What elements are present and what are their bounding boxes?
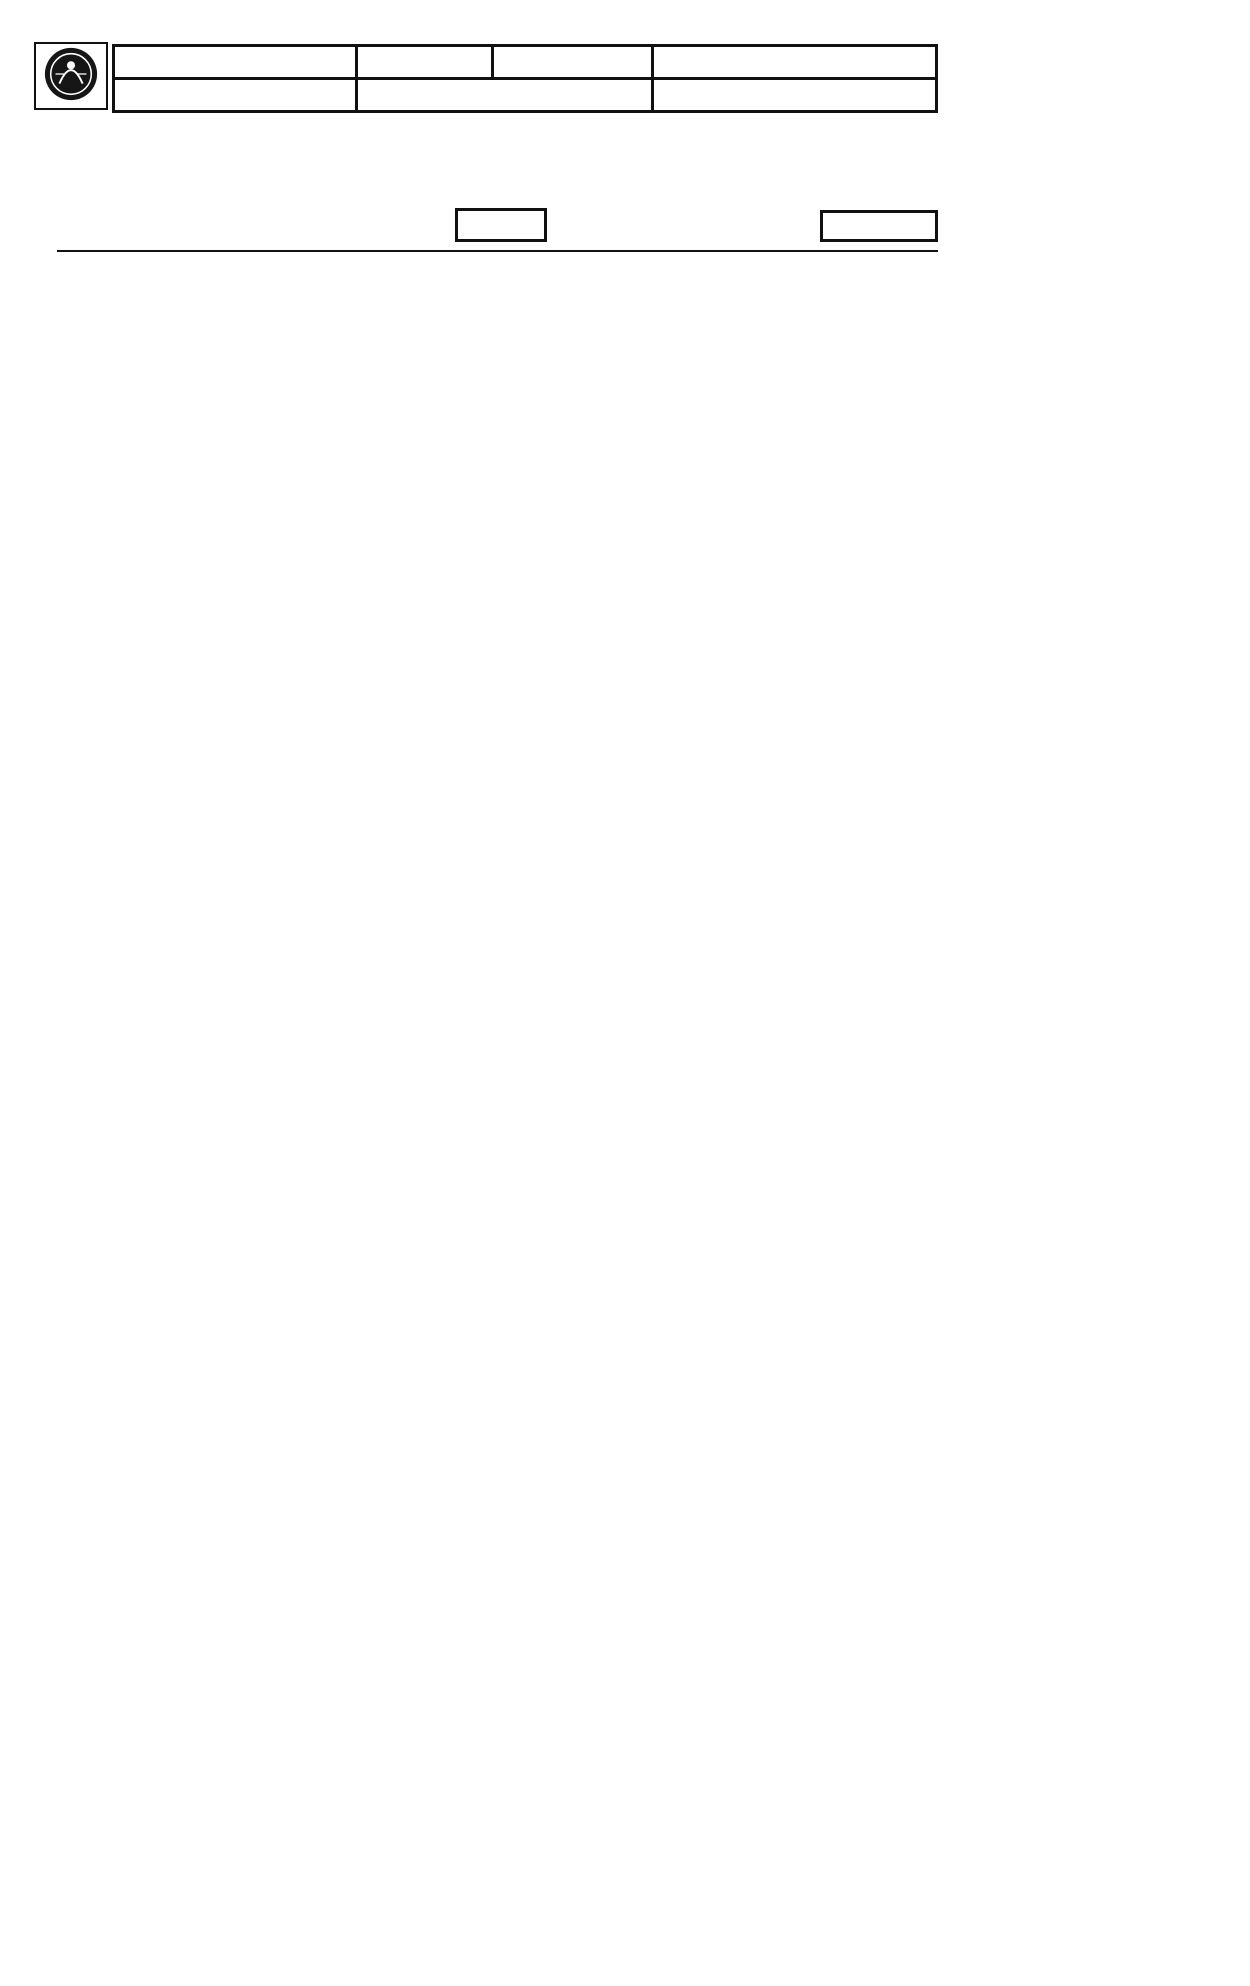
roll-no-label [115,47,358,77]
board-seal-icon [42,45,100,108]
part-1-label [455,208,547,242]
header-table [112,44,938,113]
marks-formula-box [820,210,938,242]
time-marks-cell [654,80,935,110]
board-logo [34,42,108,110]
subject-label [115,80,358,110]
exam-title [358,80,654,110]
session-label [654,47,935,77]
group-label [494,47,654,77]
question-table [57,250,938,252]
